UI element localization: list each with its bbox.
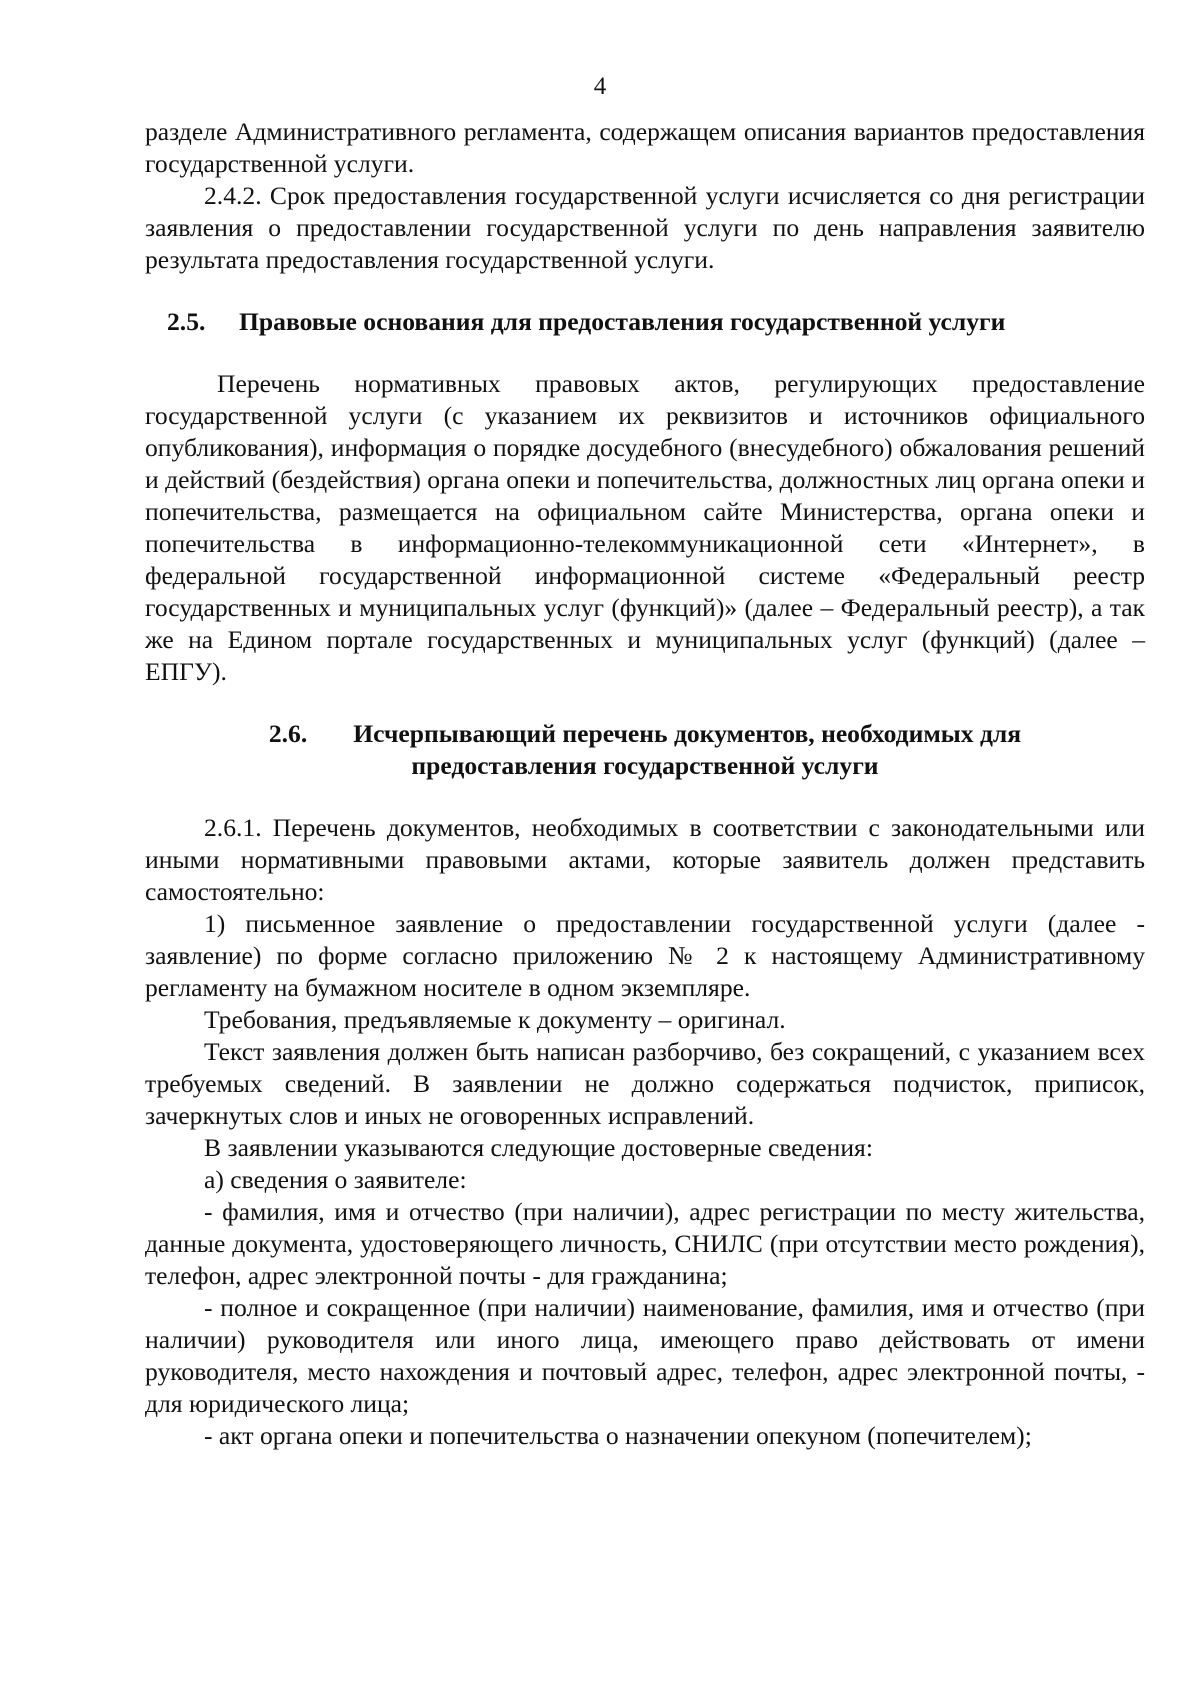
paragraph-2-6-1: 2.6.1. Перечень документов, необходимых в соответствии с законодательными или иными нормативными правовыми актами, которые заявитель должен представить самостоятельно: [145,813,1145,906]
section-title-line-2: предоставления государственной услуги [411,751,879,780]
paragraph-2-5-body: Перечень нормативных правовых актов, регулирующих предоставление государственной услуги (с указанием их реквизитов и источников официального опубликования), информация о порядке досудебного (внесудебного) обжалования решений и действий (бездействия) органа опеки и попечительства, должностных лиц органа опеки и попечительства, размещается на официальном сайте Министерства, органа опеки и попечительства в информационно-телекоммуникационной сети «Интернет», в федеральной государственной информационной системе «Федеральный реестр государственных и муниципальных услуг (функций)» (далее – Федеральный реестр), а так же на Едином портале государственных и муниципальных услуг (функций) (далее – ЕПГУ). [145,369,1145,686]
document-body [145,116,1145,1452]
paragraph-application-text: Текст заявления должен быть написан разборчиво, без сокращений, с указанием всех требуемых сведений. В заявлении не должно содержаться подчисток, приписок, зачеркнутых слов и иных не оговоренных исправлений. [145,1037,1145,1130]
section-title-line-1 [145,718,1145,750]
list-item-applicant-info: а) сведения о заявителе: [204,1165,467,1194]
section-number: 2.6. [268,719,308,748]
page-number: 4 [593,73,607,100]
section-heading-2-6 [145,718,1145,782]
paragraph-application-info: В заявлении указываются следующие достоверные сведения: [204,1133,873,1162]
list-item-legal-entity: - полное и сокращенное (при наличии) наименование, фамилия, имя и отчество (при наличии) руководителя или иного лица, имеющего право действовать от имени руководителя, место нахождения и почтовый адрес, телефон, адрес электронной почты, - для юридического лица; [145,1293,1145,1418]
list-item-guardianship-act: - акт органа опеки и попечительства о назначении опекуном (попечителем); [204,1421,1032,1450]
section-heading-2-5 [145,306,1145,338]
section-number: 2.5. [167,307,206,336]
section-title-text: Исчерпывающий перечень документов, необходимых для [353,719,1022,748]
paragraph-2-4-2: 2.4.2. Срок предоставления государственной услуги исчисляется со дня регистрации заявления о предоставлении государственной услуги по день направления заявителю результата предоставления государственной услуги. [145,181,1145,274]
paragraph-continuation: разделе Административного регламента, содержащем описания вариантов предоставления государственной услуги. [145,117,1145,178]
paragraph-requirements: Требования, предъявляемые к документу – оригинал. [204,1005,786,1034]
list-item-citizen: - фамилия, имя и отчество (при наличии), адрес регистрации по месту жительства, данные документа, удостоверяющего личность, СНИЛС (при отсутствии место рождения), телефон, адрес электронной почты - для гражданина; [145,1197,1145,1290]
list-item-application: 1) письменное заявление о предоставлении государственной услуги (далее - заявление) по форме согласно приложению № 2 к настоящему Административному регламенту на бумажном носителе в одном экземпляре. [145,909,1145,1002]
section-title: Правовые основания для предоставления государственной услуги [239,307,1006,336]
